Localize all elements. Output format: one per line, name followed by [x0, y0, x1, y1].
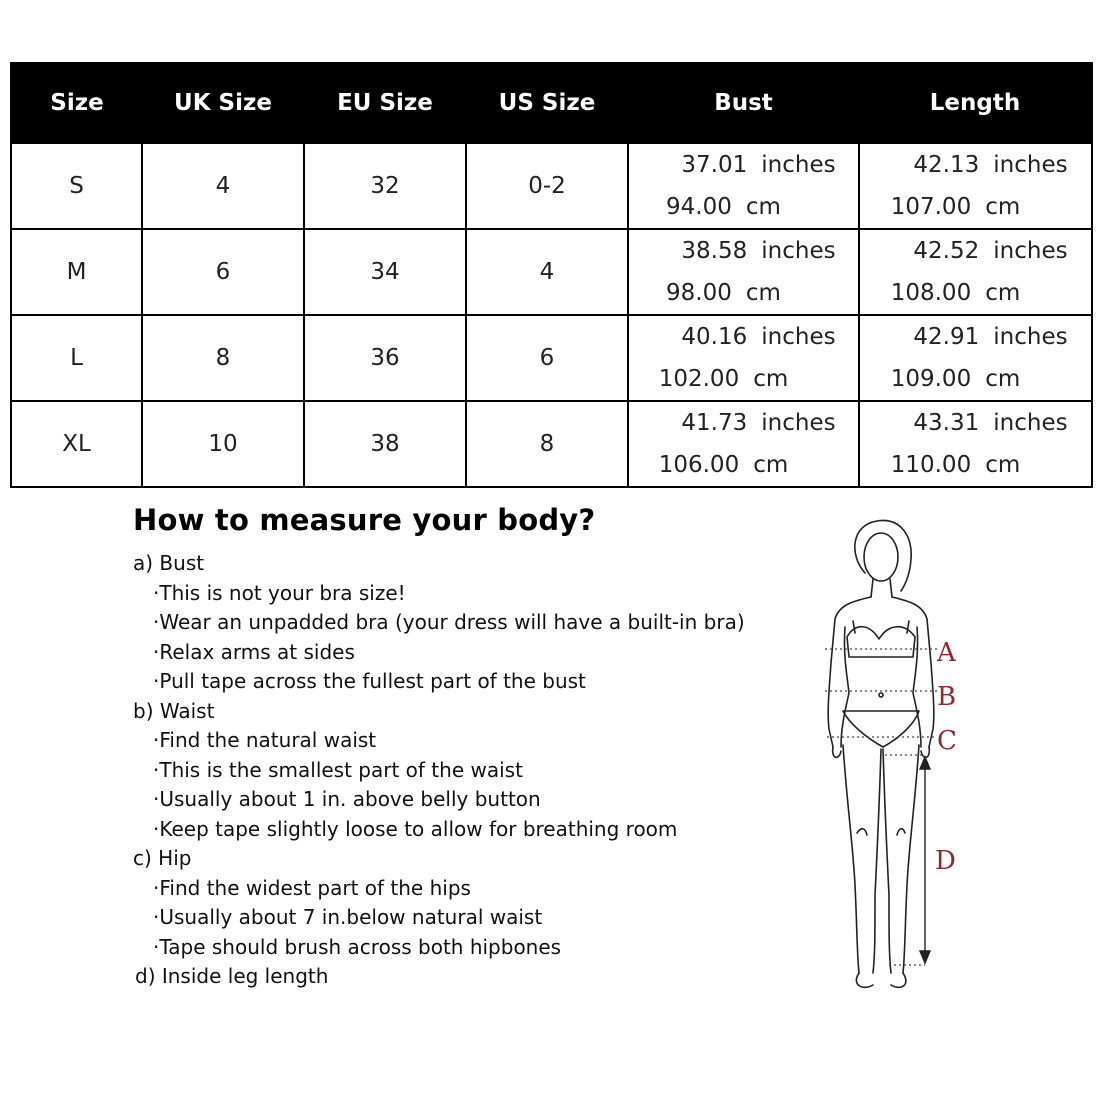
unit-cm: cm	[745, 194, 781, 220]
table-row	[11, 143, 1092, 229]
unit-cm: cm	[985, 366, 1021, 392]
cell-uk-size: 10	[142, 401, 304, 487]
knee-marks	[857, 829, 905, 835]
header-bust: Bust	[628, 63, 859, 143]
body-side-outline	[841, 627, 921, 747]
panties-outline	[843, 711, 919, 747]
length-inches-value: 42.91	[913, 324, 980, 350]
cell-length	[859, 401, 1092, 487]
bust-cm-value: 106.00	[658, 452, 740, 478]
marker-c: C	[937, 726, 957, 756]
unit-inches: inches	[761, 324, 836, 350]
table-row	[11, 401, 1092, 487]
head-outline	[864, 533, 898, 581]
length-cm-value: 107.00	[890, 194, 972, 220]
cell-uk-size: 8	[142, 315, 304, 401]
unit-inches: inches	[761, 238, 836, 264]
unit-inches: inches	[993, 152, 1068, 178]
bust-inches-value: 41.73	[681, 410, 748, 436]
bust-inches-value: 37.01	[681, 152, 748, 178]
cell-bust	[628, 401, 859, 487]
marker-b: B	[937, 682, 957, 712]
arrow-down-icon	[920, 951, 930, 963]
marker-d: D	[935, 846, 956, 876]
length-cm-value: 110.00	[890, 452, 972, 478]
length-cm-value: 108.00	[890, 280, 972, 306]
cell-bust	[628, 143, 859, 229]
cell-size: S	[11, 143, 142, 229]
guide-point: ·Tape should brush across both hipbones	[153, 934, 562, 959]
legs-outline	[843, 745, 919, 973]
header-uk-size: UK Size	[142, 63, 304, 143]
bust-cm-value: 94.00	[666, 194, 732, 220]
cell-bust	[628, 229, 859, 315]
bust-inches-value: 38.58	[681, 238, 748, 264]
header-eu-size: EU Size	[304, 63, 466, 143]
cell-uk-size: 4	[142, 143, 304, 229]
size-chart-table	[10, 62, 1093, 488]
body-measurement-illustration	[805, 515, 995, 1000]
table-row	[11, 229, 1092, 315]
guide-point: ·Find the natural waist	[153, 728, 377, 752]
length-inches-value: 43.31	[913, 410, 980, 436]
feet-outline	[856, 973, 906, 987]
unit-cm: cm	[745, 280, 781, 306]
guide-point: ·Wear an unpadded bra (your dress will have a built-in bra)	[153, 610, 745, 634]
cell-length	[859, 229, 1092, 315]
guide-point: ·This is the smallest part of the waist	[153, 757, 523, 782]
arrow-up-icon	[920, 757, 930, 769]
cell-size: XL	[11, 401, 142, 487]
cell-eu-size: 34	[304, 229, 466, 315]
guide-point: ·Usually about 7 in.below natural waist	[153, 905, 543, 929]
cell-size: M	[11, 229, 142, 315]
length-cm-value: 109.00	[890, 366, 972, 392]
unit-inches: inches	[993, 410, 1068, 436]
marker-a: A	[937, 638, 956, 668]
cell-length	[859, 315, 1092, 401]
unit-inches: inches	[993, 238, 1068, 264]
guide-point: ·Usually about 1 in. above belly button	[153, 787, 541, 811]
length-inches-value: 42.13	[913, 152, 980, 178]
section-waist-label: b) Waist	[133, 698, 215, 723]
cell-eu-size: 32	[304, 143, 466, 229]
cell-length	[859, 143, 1092, 229]
bust-inches-value: 40.16	[681, 324, 748, 350]
cell-bust	[628, 315, 859, 401]
cell-uk-size: 6	[142, 229, 304, 315]
bust-cm-value: 98.00	[666, 280, 732, 306]
measurement-guide	[133, 503, 773, 992]
unit-cm: cm	[985, 452, 1021, 478]
guide-point: ·Keep tape slightly loose to allow for breathing room	[153, 816, 678, 841]
guide-point: ·Relax arms at sides	[153, 639, 355, 664]
unit-inches: inches	[761, 410, 836, 436]
table-row	[11, 315, 1092, 401]
navel	[879, 693, 883, 697]
unit-cm: cm	[753, 366, 789, 392]
bra-outline	[847, 627, 915, 657]
guide-point: ·Pull tape across the fullest part of the bust	[153, 669, 586, 693]
unit-cm: cm	[753, 452, 789, 478]
table-header-row	[11, 63, 1092, 143]
length-inches-value: 42.52	[913, 238, 980, 264]
section-bust-label: a) Bust	[133, 551, 205, 575]
unit-cm: cm	[985, 194, 1021, 220]
unit-cm: cm	[985, 280, 1021, 306]
cell-us-size: 8	[466, 401, 628, 487]
cell-size: L	[11, 315, 142, 401]
header-length: Length	[859, 63, 1092, 143]
torso-outline	[828, 597, 934, 747]
cell-eu-size: 38	[304, 401, 466, 487]
header-size: Size	[11, 63, 142, 143]
cell-us-size: 4	[466, 229, 628, 315]
header-us-size: US Size	[466, 63, 628, 143]
unit-inches: inches	[761, 152, 836, 178]
cell-eu-size: 36	[304, 315, 466, 401]
unit-inches: inches	[993, 324, 1068, 350]
section-hip-label: c) Hip	[133, 846, 192, 870]
cell-us-size: 0-2	[466, 143, 628, 229]
section-leg-label: d) Inside leg length	[135, 964, 329, 988]
bust-cm-value: 102.00	[658, 366, 740, 392]
guide-title: How to measure your body?	[133, 503, 596, 537]
cell-us-size: 6	[466, 315, 628, 401]
guide-point: ·Find the widest part of the hips	[153, 875, 471, 900]
guide-point: ·This is not your bra size!	[153, 580, 406, 605]
